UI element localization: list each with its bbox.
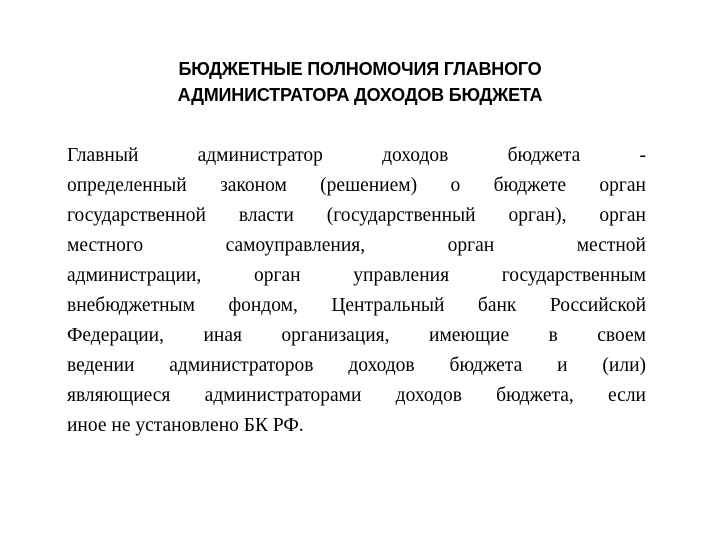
paragraph-line-1: Главный администратор доходов бюджета -: [67, 145, 646, 166]
paragraph-line-7: Федерации, иная организация, имеющие в своем: [67, 325, 646, 346]
paragraph-line-4: местного самоуправления, орган местной: [67, 235, 646, 256]
slide-title-line-1: БЮДЖЕТНЫЕ ПОЛНОМОЧИЯ ГЛАВНОГО: [178, 59, 542, 79]
paragraph-line-6: внебюджетным фондом, Центральный банк Российской: [67, 295, 646, 316]
paragraph-line-5: администрации, орган управления государственным: [67, 265, 646, 286]
slide-title-line-2: АДМИНИСТРАТОРА ДОХОДОВ БЮДЖЕТА: [177, 85, 543, 105]
paragraph-line-3: государственной власти (государственный орган), орган: [67, 205, 646, 226]
paragraph-line-8: ведении администраторов доходов бюджета и (или): [67, 355, 646, 376]
paragraph-line-2: определенный законом (решением) о бюджете орган: [67, 175, 646, 196]
paragraph-line-9: являющиеся администраторами доходов бюджета, если: [67, 385, 646, 406]
definition-paragraph: [67, 141, 646, 441]
paragraph-line-10: иное не установлено БК РФ.: [67, 415, 304, 436]
slide-title: [60, 56, 660, 108]
